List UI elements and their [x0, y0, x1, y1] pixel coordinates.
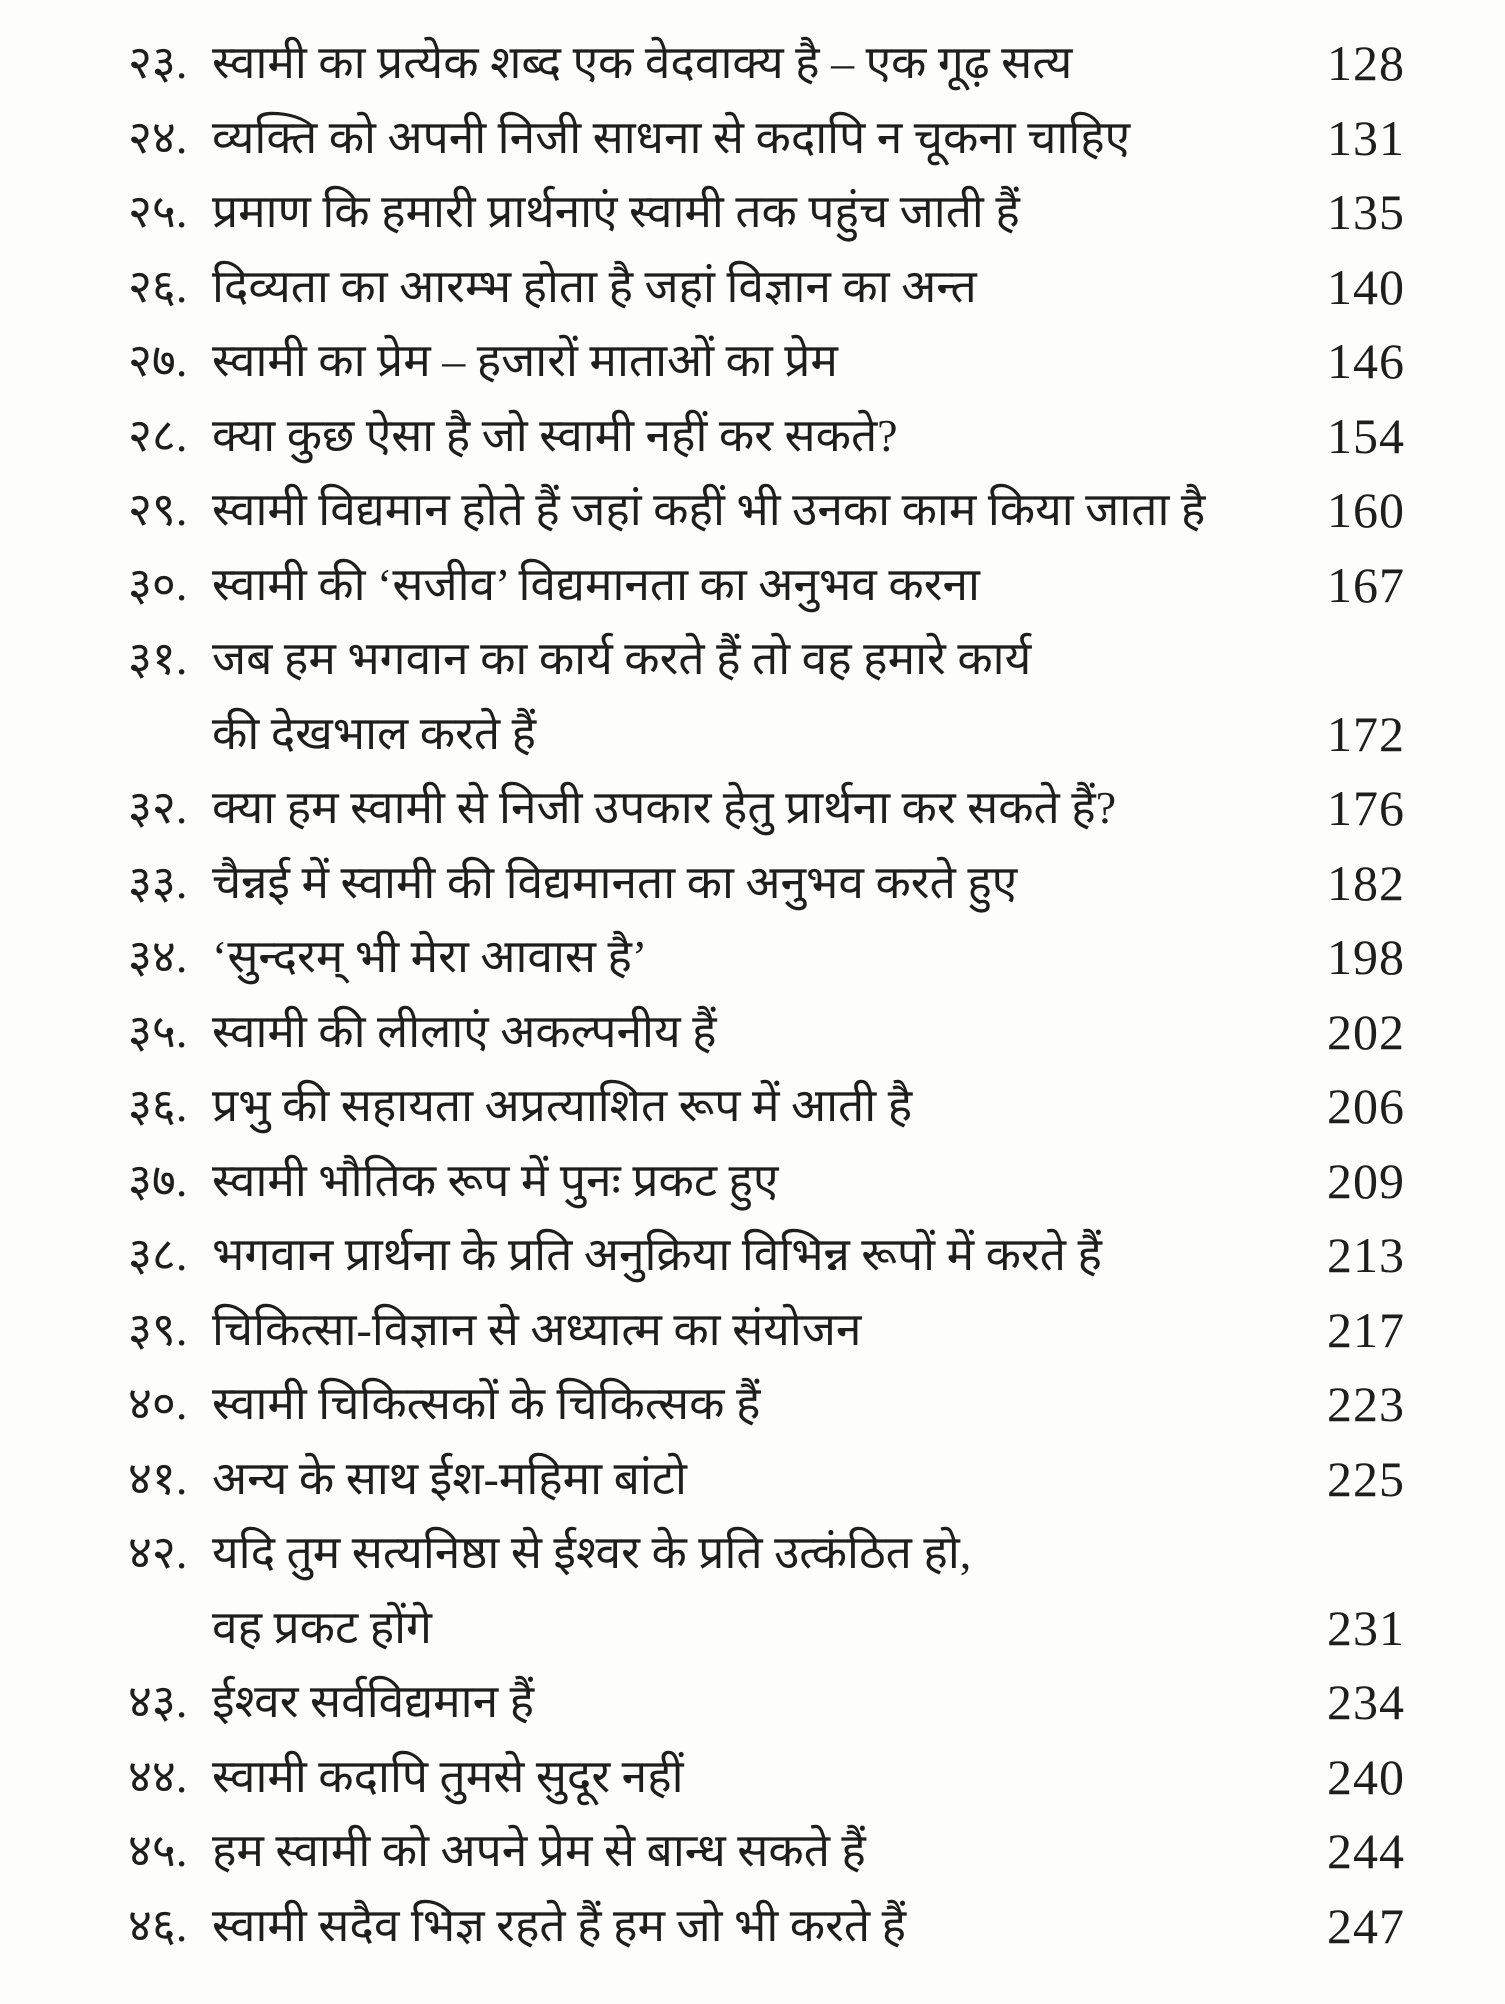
- chapter-title: [212, 101, 1303, 176]
- chapter-title: [212, 175, 1303, 250]
- page-number: 209: [1327, 1152, 1405, 1209]
- chapter-title-line1: स्वामी कदापि तुमसे सुदूर नहीं: [212, 1750, 684, 1802]
- chapter-title: [212, 1814, 1303, 1889]
- chapter-number: ३२.: [128, 782, 188, 833]
- toc-entry: [128, 1665, 1405, 1740]
- chapter-title-line1: प्रभु की सहायता अप्रत्याशित रूप में आती है: [212, 1080, 913, 1131]
- toc-entry: [128, 1218, 1405, 1293]
- chapter-title: [212, 1367, 1303, 1442]
- page-number: 206: [1327, 1078, 1405, 1134]
- chapter-title-line1: दिव्यता का आरम्भ होता है जहां विज्ञान का अन्त: [212, 260, 977, 312]
- chapter-number: २३.: [128, 37, 188, 88]
- page-number: 128: [1327, 35, 1405, 91]
- page-number: 244: [1327, 1823, 1405, 1879]
- chapter-number: ४०.: [128, 1378, 188, 1429]
- page-number: 176: [1327, 780, 1405, 836]
- toc-entry: [128, 1889, 1405, 1964]
- chapter-title: [212, 846, 1303, 921]
- chapter-number: ३९.: [128, 1303, 188, 1355]
- chapter-number: ४२.: [128, 1527, 188, 1578]
- chapter-title: [212, 771, 1303, 846]
- chapter-title: [212, 1144, 1303, 1219]
- chapter-number: ४३.: [128, 1676, 188, 1727]
- toc-entry: [128, 26, 1405, 101]
- chapter-number: २८.: [128, 409, 188, 461]
- chapter-title: [212, 920, 1303, 995]
- page-number: 202: [1327, 1003, 1405, 1060]
- chapter-number: ४१.: [128, 1452, 188, 1504]
- chapter-title: [212, 26, 1303, 101]
- page-number: 217: [1327, 1301, 1405, 1358]
- page-number: 247: [1327, 1897, 1405, 1954]
- chapter-title-line1: स्वामी की लीलाएं अकल्पनीय हैं: [212, 1005, 717, 1057]
- page-number: 167: [1327, 556, 1405, 613]
- chapter-title-line1: चिकित्सा-विज्ञान से अध्यात्म का संयोजन: [212, 1303, 862, 1355]
- toc-list: [128, 26, 1405, 1963]
- chapter-number: २४.: [128, 111, 188, 163]
- toc-entry: [128, 622, 1405, 771]
- page-number: 225: [1327, 1450, 1405, 1507]
- toc-entry: [128, 1144, 1405, 1219]
- chapter-number: ३५.: [128, 1005, 188, 1057]
- chapter-title-line1: हम स्वामी को अपने प्रेम से बान्ध सकते हैं: [212, 1825, 866, 1876]
- toc-entry: [128, 995, 1405, 1070]
- toc-entry: [128, 846, 1405, 921]
- chapter-number: ३४.: [128, 931, 188, 982]
- chapter-title-line2: वह प्रकट होंगे: [212, 1601, 432, 1653]
- toc-entry: [128, 399, 1405, 474]
- chapter-title-line2: की देखभाल करते हैं: [212, 707, 537, 759]
- chapter-title-line1: भगवान प्रार्थना के प्रति अनुक्रिया विभिन्न रूपों में करते हैं: [212, 1229, 1102, 1280]
- chapter-number: २७.: [128, 335, 188, 386]
- chapter-number: ३१.: [128, 633, 188, 684]
- chapter-title-line1: ‘सुन्दरम् भी मेरा आवास है’: [212, 931, 648, 982]
- toc-entry: [128, 1814, 1405, 1889]
- toc-entry: [128, 175, 1405, 250]
- chapter-title-line1: स्वामी की ‘सजीव’ विद्यमानता का अनुभव करना: [212, 558, 980, 610]
- chapter-title-line1: चैन्नई में स्वामी की विद्यमानता का अनुभव करते हुए: [212, 856, 1018, 908]
- page-number: 240: [1327, 1748, 1405, 1805]
- page-number: 234: [1327, 1674, 1405, 1730]
- page-number: 198: [1327, 929, 1405, 985]
- page-number: 213: [1327, 1227, 1405, 1283]
- chapter-title-line1: स्वामी चिकित्सकों के चिकित्सक हैं: [212, 1378, 761, 1429]
- chapter-title: [212, 1889, 1303, 1964]
- toc-entry: [128, 1516, 1405, 1665]
- page-number: 146: [1327, 333, 1405, 389]
- chapter-title-line1: स्वामी भौतिक रूप में पुनः प्रकट हुए: [212, 1154, 779, 1206]
- chapter-title: [212, 622, 1303, 771]
- page-number: 135: [1327, 184, 1405, 240]
- chapter-title-line1: क्या कुछ ऐसा है जो स्वामी नहीं कर सकते?: [212, 409, 898, 461]
- chapter-title: [212, 1293, 1303, 1368]
- toc-entry: [128, 1740, 1405, 1815]
- page-number: 140: [1327, 258, 1405, 315]
- chapter-number: ४५.: [128, 1825, 188, 1876]
- chapter-number: २९.: [128, 484, 188, 535]
- chapter-title: [212, 250, 1303, 325]
- page-number: 154: [1327, 407, 1405, 464]
- chapter-title-line1: यदि तुम सत्यनिष्ठा से ईश्वर के प्रति उत्कंठित हो,: [212, 1527, 972, 1578]
- chapter-title: [212, 1516, 1303, 1665]
- toc-entry: [128, 250, 1405, 325]
- toc-entry: [128, 473, 1405, 548]
- page-number: 160: [1327, 482, 1405, 538]
- chapter-number: ३६.: [128, 1080, 188, 1131]
- page-number: 231: [1327, 1599, 1405, 1656]
- chapter-title: [212, 1665, 1303, 1740]
- chapter-title-line1: प्रमाण कि हमारी प्रार्थनाएं स्वामी तक पहुंच जाती हैं: [212, 186, 1020, 237]
- chapter-title: [212, 1442, 1303, 1517]
- toc-entry: [128, 324, 1405, 399]
- chapter-title-line1: स्वामी विद्यमान होते हैं जहां कहीं भी उनका काम किया जाता है: [212, 484, 1206, 535]
- page-number: 172: [1327, 705, 1405, 762]
- chapter-title-line1: स्वामी का प्रेम – हजारों माताओं का प्रेम: [212, 335, 838, 386]
- page-number: 131: [1327, 109, 1405, 166]
- chapter-title: [212, 548, 1303, 623]
- chapter-title: [212, 995, 1303, 1070]
- page-number: 182: [1327, 854, 1405, 911]
- chapter-number: २६.: [128, 260, 188, 312]
- chapter-title: [212, 324, 1303, 399]
- toc-entry: [128, 1442, 1405, 1517]
- toc-entry: [128, 771, 1405, 846]
- chapter-number: ३०.: [128, 558, 188, 610]
- toc-entry: [128, 1069, 1405, 1144]
- chapter-title: [212, 399, 1303, 474]
- chapter-title-line1: व्यक्ति को अपनी निजी साधना से कदापि न चूकना चाहिए: [212, 111, 1131, 163]
- chapter-number: २५.: [128, 186, 188, 237]
- chapter-number: ४४.: [128, 1750, 188, 1802]
- chapter-title-line1: ईश्वर सर्वविद्यमान हैं: [212, 1676, 535, 1727]
- toc-entry: [128, 1293, 1405, 1368]
- chapter-title-line1: स्वामी सदैव भिज्ञ रहते हैं हम जो भी करते हैं: [212, 1899, 907, 1951]
- toc-entry: [128, 1367, 1405, 1442]
- chapter-title: [212, 473, 1303, 548]
- chapter-number: ४६.: [128, 1899, 188, 1951]
- chapter-title-line1: अन्य के साथ ईश-महिमा बांटो: [212, 1452, 687, 1504]
- page-number: 223: [1327, 1376, 1405, 1432]
- chapter-number: ३७.: [128, 1154, 188, 1206]
- chapter-title: [212, 1218, 1303, 1293]
- chapter-number: ३८.: [128, 1229, 188, 1280]
- chapter-title-line1: जब हम भगवान का कार्य करते हैं तो वह हमारे कार्य: [212, 633, 1032, 684]
- chapter-title-line1: स्वामी का प्रत्येक शब्द एक वेदवाक्य है – एक गूढ़ सत्य: [212, 37, 1073, 88]
- chapter-title: [212, 1740, 1303, 1815]
- toc-entry: [128, 548, 1405, 623]
- chapter-number: ३३.: [128, 856, 188, 908]
- toc-entry: [128, 101, 1405, 176]
- chapter-title: [212, 1069, 1303, 1144]
- chapter-title-line1: क्या हम स्वामी से निजी उपकार हेतु प्रार्थना कर सकते हैं?: [212, 782, 1117, 833]
- toc-entry: [128, 920, 1405, 995]
